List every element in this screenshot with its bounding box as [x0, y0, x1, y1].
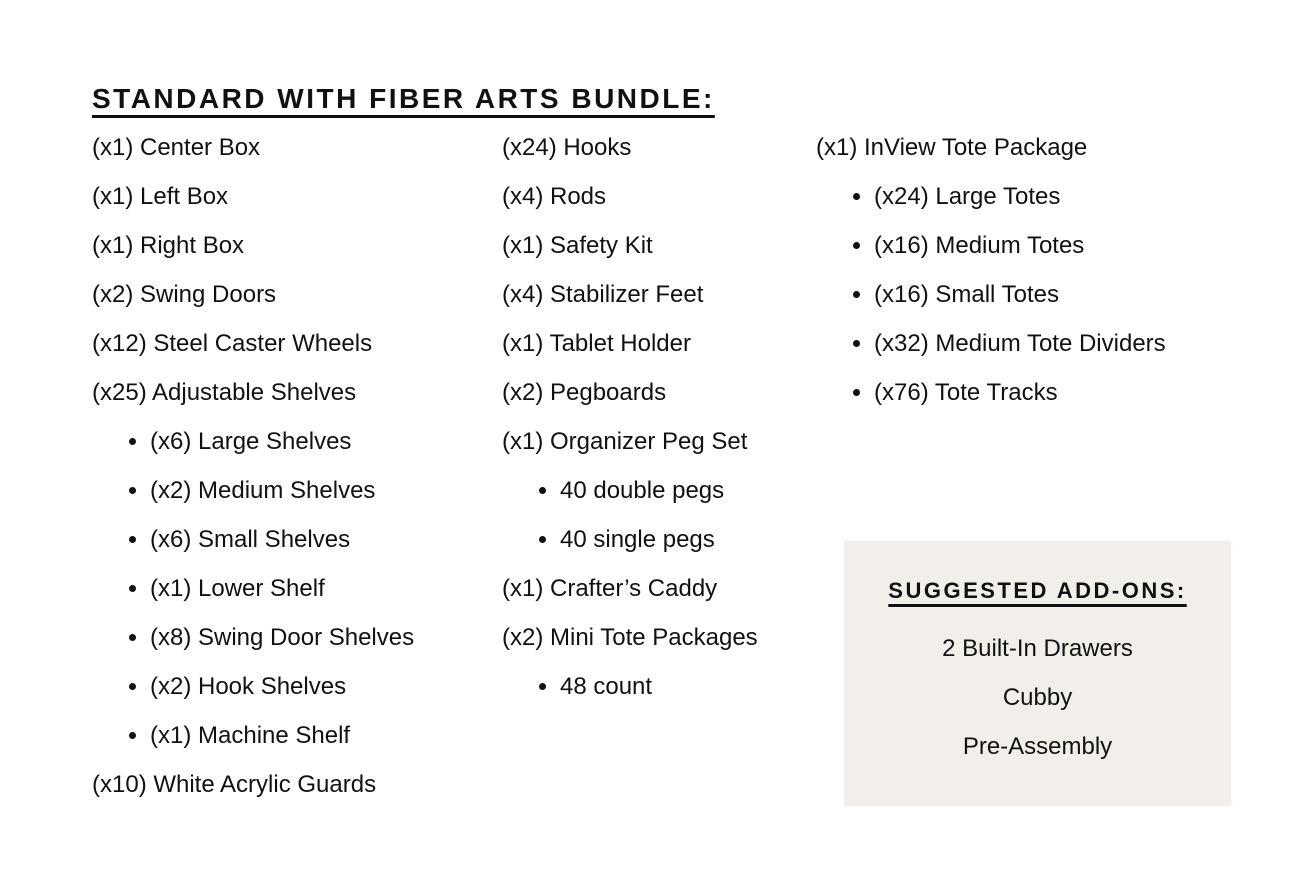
list-item — [502, 123, 812, 172]
addon-item: 2 Built-In Drawers — [942, 635, 1133, 662]
list-item-label: (x1) Center Box — [92, 134, 261, 161]
list-item-label: (x1) Right Box — [92, 232, 245, 259]
list-item-label: (x4) Rods — [502, 183, 607, 210]
list-item — [92, 760, 507, 809]
list-item-label: (x24) Large Totes — [874, 183, 1061, 210]
list-item — [816, 368, 1246, 417]
list-item — [92, 319, 507, 368]
list-item-label: (x76) Tote Tracks — [874, 379, 1058, 406]
bullet-icon — [853, 193, 860, 200]
addons-box — [844, 541, 1231, 806]
addons-title: SUGGESTED ADD-ONS: — [888, 578, 1187, 603]
bullet-icon — [853, 389, 860, 396]
list-item-label: (x2) Medium Shelves — [150, 477, 376, 504]
list-item-label: (x25) Adjustable Shelves — [92, 379, 357, 406]
list-item-label: (x1) Safety Kit — [502, 232, 653, 259]
list-item-label: 48 count — [560, 673, 653, 700]
list-item — [92, 515, 507, 564]
list-item — [816, 319, 1246, 368]
parts-column-2 — [502, 123, 812, 711]
list-item-label: (x12) Steel Caster Wheels — [92, 330, 373, 357]
list-item-label: (x1) Organizer Peg Set — [502, 428, 748, 455]
bullet-icon — [129, 585, 136, 592]
list-item-label: 40 double pegs — [560, 477, 725, 504]
bullet-icon — [853, 340, 860, 347]
list-item — [502, 466, 812, 515]
list-item-label: (x8) Swing Door Shelves — [150, 624, 415, 651]
list-item-label: (x10) White Acrylic Guards — [92, 771, 377, 798]
list-item-label: (x2) Swing Doors — [92, 281, 277, 308]
list-item-label: (x16) Medium Totes — [874, 232, 1085, 259]
list-item — [502, 270, 812, 319]
list-item — [502, 515, 812, 564]
list-item — [92, 417, 507, 466]
list-item-label: (x1) InView Tote Package — [816, 134, 1088, 161]
list-item — [92, 466, 507, 515]
bullet-icon — [129, 732, 136, 739]
bullet-icon — [129, 634, 136, 641]
bullet-icon — [129, 536, 136, 543]
list-item — [502, 564, 812, 613]
list-item — [92, 368, 507, 417]
bullet-icon — [539, 487, 546, 494]
list-item-label: (x2) Pegboards — [502, 379, 667, 406]
list-item — [92, 613, 507, 662]
list-item-label: (x1) Lower Shelf — [150, 575, 325, 602]
list-item — [92, 221, 507, 270]
list-item-label: (x16) Small Totes — [874, 281, 1059, 308]
list-item-label: (x1) Tablet Holder — [502, 330, 691, 357]
list-item — [92, 270, 507, 319]
addon-item: Pre-Assembly — [962, 733, 1113, 760]
list-item — [92, 172, 507, 221]
list-item — [502, 172, 812, 221]
list-item — [92, 564, 507, 613]
list-item-label: (x4) Stabilizer Feet — [502, 281, 704, 308]
list-item-label: (x6) Large Shelves — [150, 428, 352, 455]
parts-column-1 — [92, 123, 507, 809]
list-item — [502, 613, 812, 662]
list-item — [502, 368, 812, 417]
addons-list — [844, 624, 1231, 771]
list-item — [502, 662, 812, 711]
list-item — [92, 662, 507, 711]
list-item-label: 40 single pegs — [560, 526, 715, 553]
addon-item: Cubby — [1002, 684, 1073, 711]
list-item — [502, 319, 812, 368]
list-item — [816, 172, 1246, 221]
bullet-icon — [129, 438, 136, 445]
list-item-label: (x32) Medium Tote Dividers — [874, 330, 1166, 357]
bullet-icon — [129, 683, 136, 690]
page-title: STANDARD WITH FIBER ARTS BUNDLE: — [92, 82, 715, 114]
list-item-label: (x2) Mini Tote Packages — [502, 624, 758, 651]
bullet-icon — [853, 291, 860, 298]
list-item-label: (x1) Machine Shelf — [150, 722, 351, 749]
bullet-icon — [129, 487, 136, 494]
bullet-icon — [853, 242, 860, 249]
list-item — [502, 417, 812, 466]
parts-column-3 — [816, 123, 1246, 417]
list-item-label: (x1) Left Box — [92, 183, 229, 210]
list-item — [502, 221, 812, 270]
list-item — [816, 270, 1246, 319]
list-item — [816, 123, 1246, 172]
list-item-label: (x6) Small Shelves — [150, 526, 351, 553]
bullet-icon — [539, 683, 546, 690]
bullet-icon — [539, 536, 546, 543]
list-item-label: (x1) Crafter’s Caddy — [502, 575, 718, 602]
list-item — [816, 221, 1246, 270]
list-item-label: (x24) Hooks — [502, 134, 632, 161]
list-item — [92, 711, 507, 760]
list-item — [92, 123, 507, 172]
list-item-label: (x2) Hook Shelves — [150, 673, 347, 700]
